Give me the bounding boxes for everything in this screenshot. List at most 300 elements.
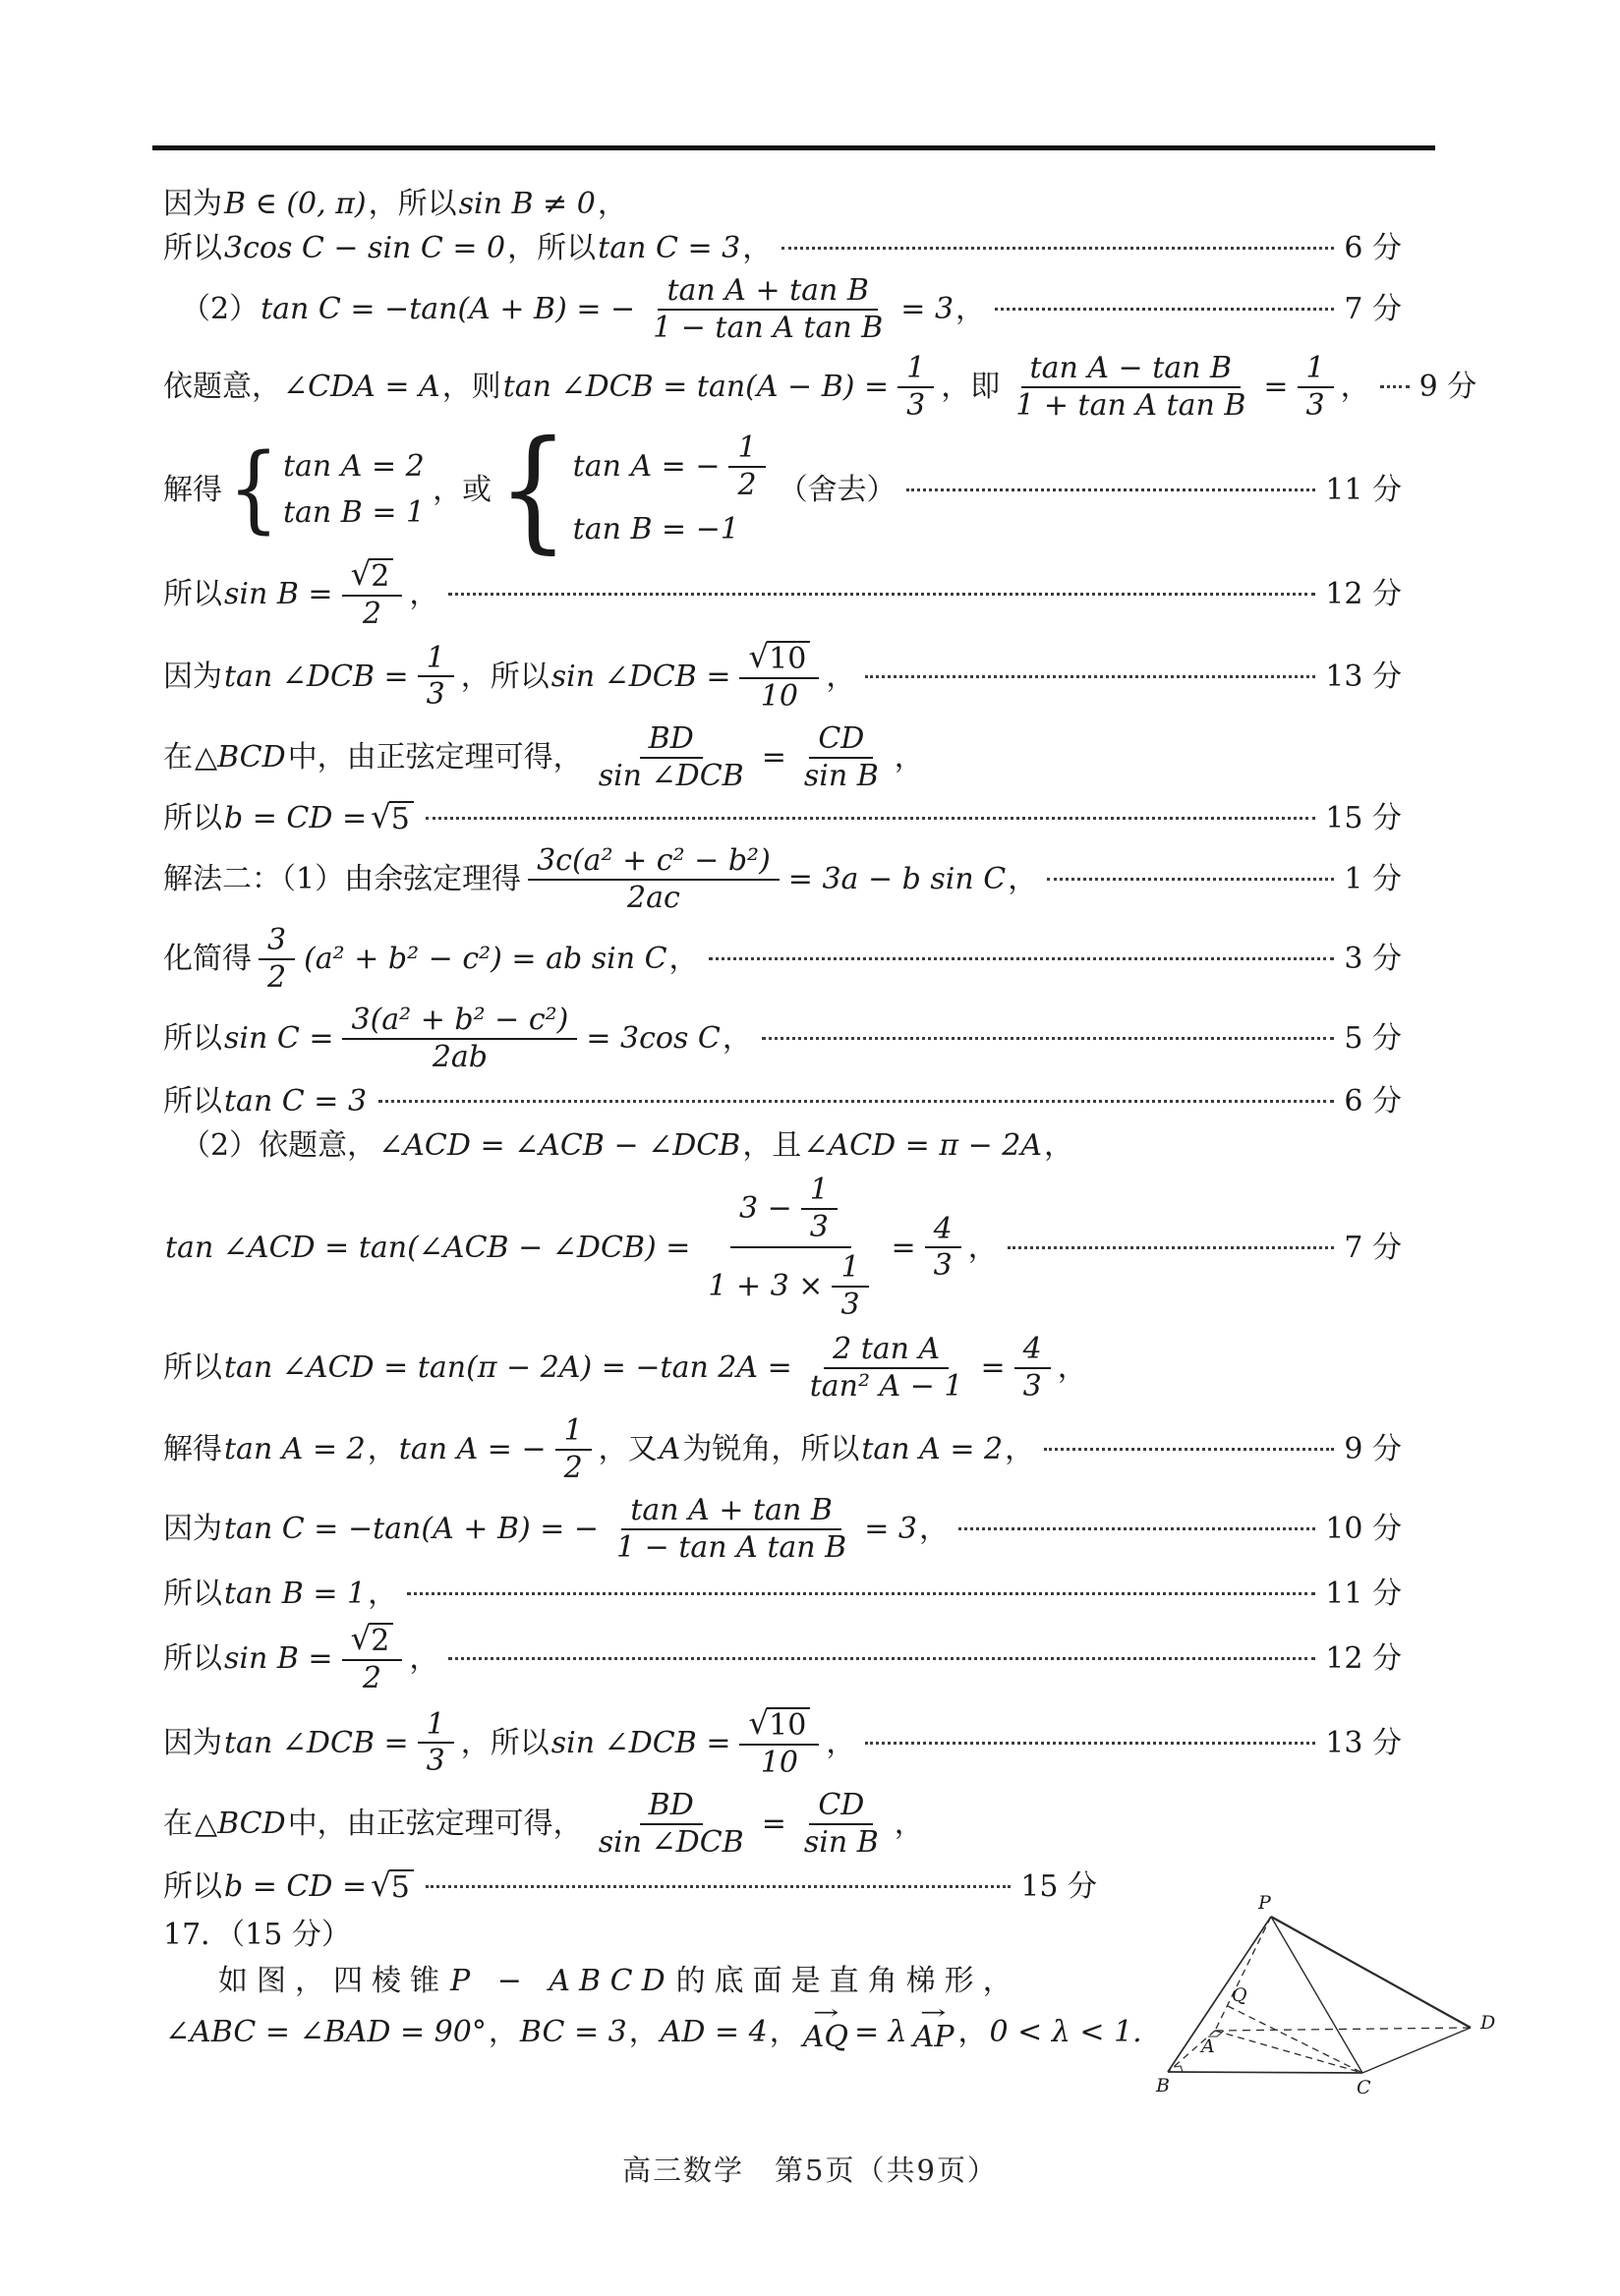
fraction [608,1493,855,1565]
math-run: 1 [809,1173,829,1207]
denominator [418,1744,454,1779]
text-run: ， [826,1725,856,1760]
square-root [748,638,810,676]
math-run: (a² + b² − c²) = ab sin C [304,942,667,976]
score-label: 15 分 [1020,1869,1097,1904]
solution-line [163,556,1402,631]
text-run: 所以 [163,1869,222,1904]
numerator [897,351,934,388]
radical-icon: √ [350,555,372,593]
square-root [350,1620,394,1658]
fraction [342,1003,577,1074]
radicand: 10 [767,641,810,675]
text-run: 为锐角，所以 [682,1432,860,1466]
denominator [555,1451,592,1486]
fraction [795,1788,888,1860]
score-label: 9 分 [1344,1432,1402,1466]
math-run: tan ∠DCB = tan(A − B) = [502,370,890,404]
math-run: 1 − tan A tan B [653,310,884,345]
math-run: = [891,1230,916,1265]
numerator [621,1493,841,1530]
numerator [925,1212,961,1249]
fraction [1014,1332,1051,1404]
dot-leader [1044,1448,1334,1451]
math-run: B ∈ (0, π) [224,187,367,221]
fraction [795,721,888,793]
math-run: tan A = 2 [224,1432,366,1466]
math-run: sin B = [224,1640,333,1676]
math-run: 1 [1305,351,1325,385]
text-run: ， [409,1640,439,1676]
math-run: sin ∠DCB [598,758,744,793]
score-label: 6 分 [1344,231,1402,265]
math-run: = [761,740,786,775]
cases-group [228,433,427,545]
math-run: 3 [809,1209,829,1244]
text-run: ， [368,1577,398,1611]
edge-ad-dashed [1215,2028,1471,2031]
math-run: △BCD [195,1807,286,1841]
math-run: tan A = − [398,1432,547,1466]
edge-ac-dashed [1215,2031,1362,2073]
dot-leader [958,1527,1315,1530]
numerator [528,843,780,881]
vector [912,2001,955,2056]
numerator [342,556,403,597]
fraction [528,843,780,915]
score-label: 11 分 [1325,1577,1402,1611]
text-run: ，所以 [460,659,550,694]
solution-line [163,1621,1402,1695]
math-run: 1 [426,1706,445,1742]
math-run: 1 [840,1250,860,1285]
figure-labels [1155,1892,1495,2098]
solution-line [163,2001,1142,2056]
vector-arrow-icon: → [812,2001,839,2024]
radical-icon: √ [748,1704,770,1742]
text-run: 因为 [163,1725,222,1760]
math-run: ∠ABC = ∠BAD = 90° [165,2014,487,2049]
score-label: 3 分 [1344,942,1402,976]
fraction [590,721,753,793]
math-run: 3c(a² + c² − b²) [537,843,771,878]
math-run: 1 [563,1413,583,1448]
numerator [739,1705,819,1746]
fraction [728,430,765,502]
denominator [801,1369,972,1405]
text-run: 在 [163,1807,193,1841]
text-run: 因为 [163,187,222,221]
vector-arrow-icon: → [920,2001,947,2024]
denominator [259,960,295,996]
square-root [748,1704,810,1743]
denominator [728,468,765,503]
score-label: 10 分 [1325,1512,1402,1546]
math-run: CD [818,721,865,756]
radical-icon: √ [371,1866,391,1905]
math-run: AD = 4 [660,2014,768,2049]
vector [802,2001,848,2056]
text-run: ， [628,2014,659,2049]
fraction [832,1250,868,1322]
text-run: 如图，四棱锥 [218,1964,448,1998]
solution-line [163,1575,1402,1613]
math-run: △BCD [195,740,286,775]
denominator [354,1661,390,1696]
edge-pd [1271,1917,1471,2028]
math-run: 3(a² + b² − c²) [351,1003,569,1037]
text-run: 所以 [163,231,222,265]
numerator [555,1413,592,1451]
math-run: tan B = 1 [282,495,426,530]
fraction [418,641,454,713]
fraction [1298,351,1334,423]
text-run: 解得 [163,472,222,507]
text-run: 的底面是直角梯形， [675,1964,1021,1998]
text-run: 所以 [163,1577,222,1611]
numerator [418,641,454,678]
math-run: = 3a − b sin C [787,862,1007,896]
cases-rows [571,430,773,548]
solution-line [163,1413,1402,1485]
math-run: = [980,1350,1006,1385]
denominator [897,388,934,424]
text-run: ， [1044,1128,1074,1163]
dot-leader [906,488,1316,491]
fraction [644,273,892,345]
text-run: ，所以 [507,231,597,265]
denominator [832,1288,868,1323]
solution-line [163,185,1402,223]
fraction [342,1621,403,1695]
text-run: 依题意， [163,370,281,404]
dot-leader [865,1742,1315,1745]
math-run: b = CD = [224,1869,368,1904]
math-run: sin ∠DCB [598,1824,744,1860]
square-root [350,555,394,594]
dot-leader [781,247,1334,250]
text-run: ， [1057,1350,1087,1385]
vertex-label-c: C [1357,2077,1371,2098]
numerator [832,1250,868,1288]
math-run: 2 tan A [833,1332,941,1366]
solution-line [163,1171,1402,1324]
vector-name: AP [912,2019,955,2054]
radicand: 5 [389,1869,414,1904]
math-run: 1 + tan A tan B [1015,387,1246,423]
edge-cd [1362,2028,1471,2073]
top-rule [152,145,1435,150]
text-run: 所以 [163,1640,222,1676]
fraction [555,1413,592,1485]
math-run: 10 [760,678,798,714]
math-run: tan A = 2 [861,1432,1004,1466]
math-run: = [761,1807,786,1841]
text-run: 在 [163,740,193,775]
denominator [1014,1369,1051,1405]
math-run: CD [818,1788,865,1822]
score-label: 7 分 [1344,292,1402,326]
math-run: P − ABCD [450,1964,674,1998]
text-run: 所以 [163,1084,222,1119]
cases-row [281,447,427,486]
text-run: ，所以 [460,1725,550,1760]
text-run: （舍去） [778,472,897,507]
math-run: = 3cos C [586,1021,721,1056]
math-run: tan A = 2 [282,449,425,484]
solution-line [163,229,1402,267]
numerator [640,721,703,759]
fraction [897,351,934,423]
math-run: tan ∠ACD = tan(∠ACB − ∠DCB) = [165,1230,691,1265]
solution-line [163,1867,1097,1906]
dot-leader [448,593,1315,596]
solution-line [163,799,1402,837]
denominator [590,1825,753,1861]
dot-leader [1380,385,1410,388]
math-run: tan C = −tan(A + B) = − [260,292,636,326]
denominator [699,1248,882,1324]
solution-line [163,639,1402,714]
math-run: 3 [426,677,445,712]
text-run: 所以 [163,1021,222,1056]
text-run: ， [668,942,699,976]
numerator [342,1621,403,1661]
score-label: 11 分 [1325,472,1402,507]
math-run: tan C = 3 [224,1084,368,1119]
solution-line [163,1082,1402,1120]
brace-icon: { [228,433,279,545]
math-run: sin C = [224,1021,334,1056]
denominator [590,759,753,794]
math-run: tan A = − [572,449,721,484]
text-run: ， [742,231,773,265]
math-run: 3 [1022,1368,1042,1404]
score-label: 13 分 [1325,659,1402,694]
vertex-label-d: D [1480,2012,1496,2034]
text-run: ，且 [742,1128,802,1163]
radicand: 2 [369,1623,393,1657]
numerator [739,639,819,679]
square-root [371,798,414,837]
text-run: 所以 [163,576,222,611]
math-run: 1 + 3 × [708,1268,824,1303]
text-run: ， [488,2014,518,2049]
text-run: 因为 [163,1512,222,1546]
math-run: 3 [840,1287,860,1322]
fraction [739,639,819,714]
fraction [739,1705,819,1780]
edge-pb [1168,1917,1271,2072]
numerator [1021,351,1242,388]
text-run: ， [894,1807,924,1841]
math-run: 1 [426,640,445,675]
numerator [809,1788,873,1825]
math-run: BC = 3 [519,2014,627,2049]
math-run: b = CD = [224,801,368,835]
score-label: 7 分 [1344,1230,1402,1265]
math-run: tan ∠DCB = [224,1725,409,1760]
fraction [590,1788,753,1860]
math-run: sin B ≠ 0 [458,187,596,221]
radical-icon: √ [350,1620,372,1657]
text-run: ， [1008,862,1038,896]
text-run: ， [918,1512,949,1546]
radical-icon: √ [748,638,770,675]
math-run: tan B = −1 [572,512,739,546]
text-run: ， [722,1021,752,1056]
fraction [418,1707,454,1779]
numerator [342,1003,577,1040]
text-run: ， [409,576,439,611]
math-run: ∠ACD = π − 2A [803,1128,1043,1163]
numerator [1014,1332,1051,1369]
pyramid-figure [1121,1848,1612,2187]
text-run: ，又 [598,1432,658,1466]
math-run: = [1263,370,1289,404]
math-run: = 3 [864,1512,917,1546]
score-label: 5 分 [1344,1021,1402,1056]
math-run: ∠CDA = A [283,370,440,404]
vector-name: AQ [802,2019,848,2054]
dot-leader [1047,878,1334,881]
math-run: 4 [1022,1332,1042,1366]
score-label: 12 分 [1325,1640,1402,1676]
solution-line [163,1003,1402,1074]
denominator [418,677,454,713]
text-run: ， [967,1230,998,1265]
math-run: sin B [803,1824,879,1860]
math-run: 3 [933,1248,953,1283]
math-run: 2 [267,959,287,995]
dot-leader [378,1100,1334,1103]
text-run: 因为 [163,659,222,694]
math-run: 2ab [432,1039,489,1074]
text-run: 中，由正弦定理可得， [287,1807,583,1841]
solution-line [163,1332,1402,1404]
denominator [1298,388,1334,424]
math-run: 3 − [739,1190,792,1226]
score-label: 13 分 [1325,1725,1402,1760]
fraction [342,556,403,631]
text-run: 中，由正弦定理可得， [287,740,583,775]
numerator [658,273,878,311]
numerator [730,1171,851,1248]
numerator [259,923,295,960]
solution-text [163,185,1477,2056]
radicand: 5 [389,801,414,835]
solution-line [163,1705,1402,1780]
text-run: 所以 [163,801,222,835]
math-run: sin B = [224,576,333,611]
math-run: tan ∠DCB = [224,659,409,694]
text-run: 化简得 [163,942,252,976]
vertex-label-p: P [1258,1892,1271,1914]
fraction [801,1173,838,1244]
dot-leader [448,1657,1315,1660]
text-run: 解得 [163,1432,222,1466]
math-run: tan ∠ACD = tan(π − 2A) = −tan 2A = [224,1350,792,1385]
math-run: 3cos C − sin C = 0 [224,231,506,265]
page-footer: 高三数学 第5页（共9页） [622,2153,998,2187]
denominator [795,759,888,794]
fraction [259,923,295,995]
cases-row [281,493,427,532]
text-run: （2） [181,292,260,326]
math-run: 3 [1305,387,1325,423]
text-run: ， [1340,370,1370,404]
score-label: 1 分 [1344,862,1402,896]
radicand: 2 [369,558,393,593]
cases-row [571,430,773,502]
math-run: 1 [906,351,926,385]
cases-rows [281,447,427,532]
math-run: tan B = 1 [224,1577,367,1611]
math-run: tan A + tan B [666,273,869,308]
math-run: 2 [362,596,381,631]
math-run: = λ [854,2014,907,2049]
denominator [752,1746,807,1781]
brace-icon: { [497,411,569,566]
text-run: ， [1005,1432,1035,1466]
denominator [644,311,892,346]
text-run: ，或 [433,472,492,507]
text-run: 解法二：（1）由余弦定理得 [163,862,522,896]
math-run: 2 [362,1660,381,1695]
math-run: 3 [906,387,926,423]
text-run: ， [957,2014,988,2049]
fraction [1007,351,1254,423]
denominator [354,597,390,632]
math-run: 4 [933,1211,953,1246]
math-run: 1 [737,430,757,465]
square-root [371,1866,414,1906]
denominator [925,1248,961,1284]
math-run: tan A + tan B [630,1493,833,1527]
denominator [752,679,807,715]
solution-line [163,273,1402,345]
numerator [1298,351,1334,388]
score-label: 12 分 [1325,576,1402,611]
dot-leader [709,957,1335,960]
math-run: sin ∠DCB = [550,659,731,694]
math-run: 3 [426,1744,445,1778]
text-run: ， [367,1432,397,1466]
denominator [424,1040,496,1075]
dot-leader [426,817,1315,820]
solution-line [163,721,1402,793]
text-run: ， [826,659,856,694]
text-run: ， [894,740,924,775]
math-run: sin ∠DCB = [550,1725,731,1760]
cases-group [497,411,772,566]
cases-row [571,510,741,548]
denominator [618,881,689,916]
radicand: 10 [767,1707,810,1742]
radical-icon: √ [371,798,391,836]
text-run: （2）依题意， [181,1128,377,1163]
text-run: ， [769,2014,799,2049]
fraction [925,1212,961,1284]
math-run: BD [648,1788,694,1822]
math-run: 2ac [627,880,680,915]
solution-line [163,1962,1182,2000]
denominator [608,1530,855,1566]
vertex-label-a: A [1201,2036,1215,2057]
math-run: 2 [563,1450,583,1485]
vertex-label-q: Q [1232,1984,1247,2006]
math-run: 2 [737,467,757,502]
